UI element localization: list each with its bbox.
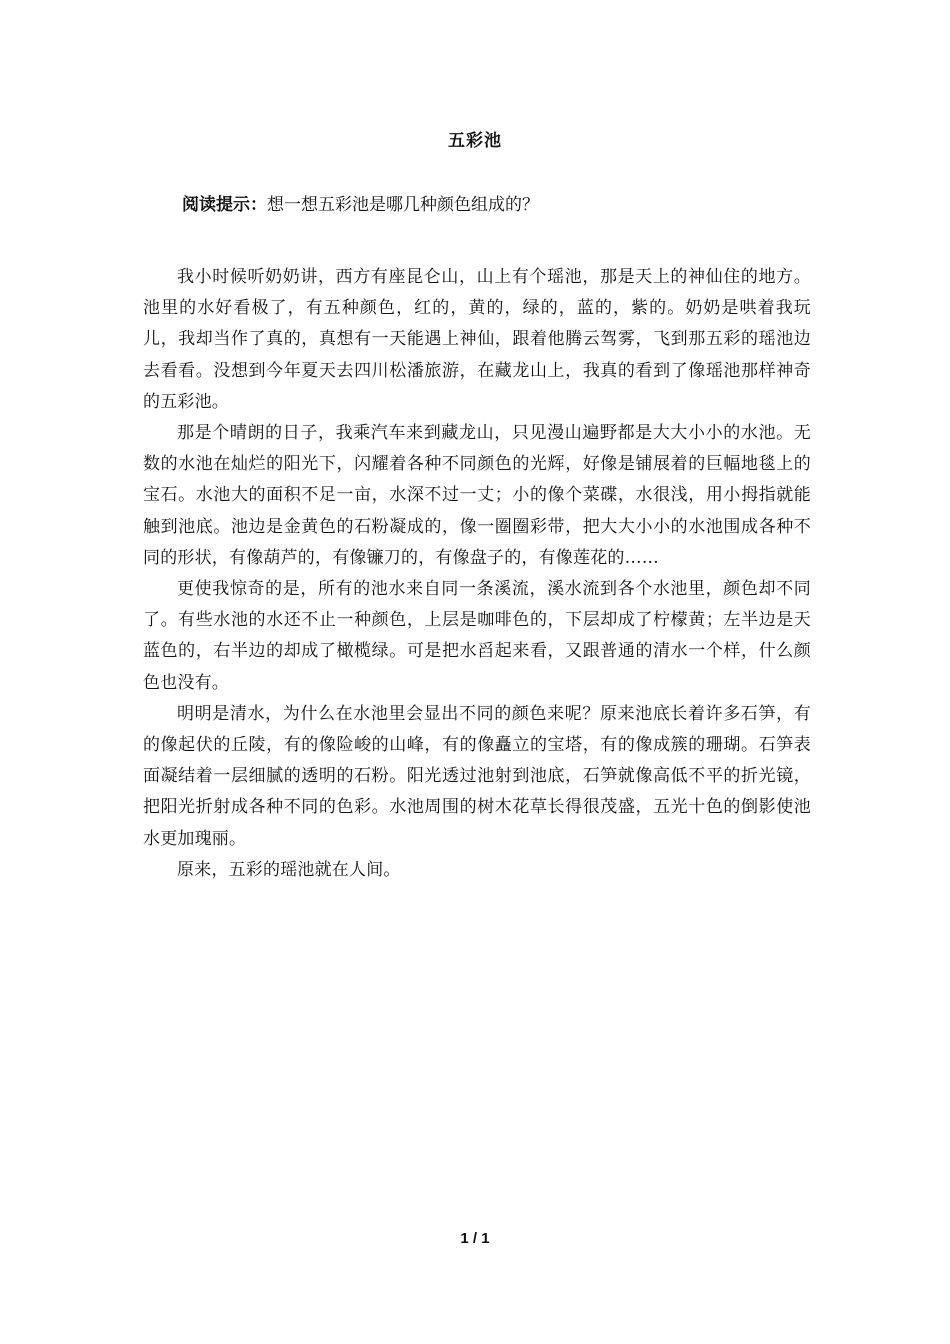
page-title: 五彩池 (448, 131, 502, 151)
reading-hint-label: 阅读提示： (182, 195, 267, 215)
reading-hint (182, 191, 822, 219)
paragraph: 明明是清水，为什么在水池里会显出不同的颜色来呢？原来池底长着许多石笋，有的像起伏的丘陵，有的像险峻的山峰，有的像矗立的宝塔，有的像成簇的珊瑚。石笋表面凝结着一层细腻的透明的石粉。阳光透过池射到池底，石笋就像高低不平的折光镜，把阳光折射成各种不同的色彩。水池周围的树木花草长得很茂盛，五光十色的倒影使池水更加瑰丽。 (143, 703, 811, 849)
paragraph: 我小时候听奶奶讲，西方有座昆仑山，山上有个瑶池，那是天上的神仙住的地方。池里的水好看极了，有五种颜色，红的，黄的，绿的，蓝的，紫的。奶奶是哄着我玩儿，我却当作了真的，真想有一天能遇上神仙，跟着他腾云驾雾，飞到那五彩的瑶池边去看看。没想到今年夏天去四川松潘旅游，在藏龙山上，我真的看到了像瑶池那样神奇的五彩池。 (143, 267, 811, 412)
paragraph: 更使我惊奇的是，所有的池水来自同一条溪流，溪水流到各个水池里，颜色却不同了。有些水池的水还不止一种颜色，上层是咖啡色的，下层却成了柠檬黄；左半边是天蓝色的，右半边的却成了橄榄绿。可是把水舀起来看，又跟普通的清水一个样，什么颜色也没有。 (143, 579, 811, 693)
page-number: 1 / 1 (460, 1230, 490, 1247)
paragraph: 原来，五彩的瑶池就在人间。 (177, 859, 401, 880)
paragraph: 那是个晴朗的日子，我乘汽车来到藏龙山，只见漫山遍野都是大大小小的水池。无数的水池在灿烂的阳光下，闪耀着各种不同颜色的光辉，好像是铺展着的巨幅地毯上的宝石。水池大的面积不足一亩，水深不过一丈；小的像个菜碟，水很浅，用小拇指就能触到池底。池边是金黄色的石粉凝成的，像一圈圈彩带，把大大小小的水池围成各种不同的形状，有像葫芦的，有像镰刀的，有像盘子的，有像莲花的…… (143, 423, 811, 568)
article-body (143, 262, 811, 886)
reading-hint-text: 想一想五彩池是哪几种颜色组成的？ (267, 195, 539, 215)
